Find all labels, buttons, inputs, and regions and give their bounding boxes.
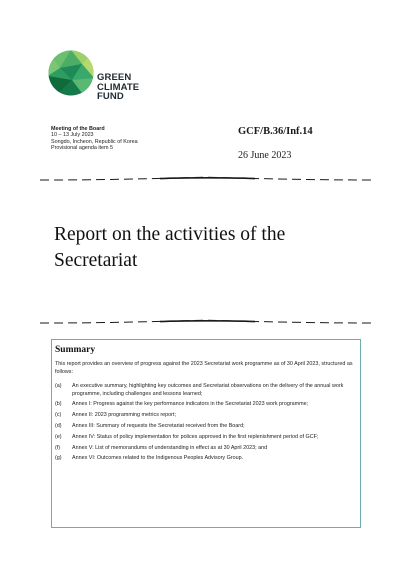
logo-wordmark — [97, 73, 139, 102]
summary-list — [55, 383, 357, 466]
summary-item-marker: (a) — [55, 383, 62, 389]
green-climate-fund-globe-icon — [48, 50, 94, 96]
summary-item-marker: (g) — [55, 455, 62, 462]
summary-list-item — [55, 412, 357, 420]
summary-item-text: An executive summary, highlighting key outcomes and Secretariat observations on the delivery of the annual work programme, including challenges and lessons learned; — [72, 383, 344, 397]
summary-list-item — [55, 383, 357, 398]
meeting-info — [51, 126, 138, 152]
page-title — [54, 222, 374, 274]
summary-list-item — [55, 455, 357, 463]
logo-line-green: GREEN — [97, 72, 132, 83]
divider-top — [40, 176, 373, 182]
document-date: 26 June 2023 — [238, 150, 292, 161]
summary-item-text: Annex V: List of memorandums of understanding in effect as at 30 April 2023; and — [72, 444, 268, 451]
title-line-2: Secretariat — [54, 250, 138, 271]
summary-list-item — [55, 401, 357, 409]
summary-item-text: Annex IV: Status of policy implementation for polices approved in the first replenishment period of GCF; — [72, 433, 319, 440]
summary-item-text: Annex VI: Outcomes related to the Indigenous Peoples Advisory Group. — [72, 455, 244, 462]
summary-item-marker: (f) — [55, 444, 61, 451]
summary-intro: This report provides an overview of progress against the 2023 Secretariat work programme as of 30 April 2023, structured as follows: — [55, 361, 353, 375]
divider-bottom — [40, 319, 373, 325]
summary-item-marker: (b) — [55, 401, 62, 408]
summary-item-marker: (c) — [55, 412, 62, 419]
summary-list-item — [55, 423, 357, 431]
summary-list-item — [55, 434, 357, 442]
logo-line-climate: CLIMATE — [97, 81, 140, 93]
logo-line-fund: FUND — [97, 91, 124, 102]
summary-item-marker: (d) — [55, 422, 62, 429]
meeting-location: Songdo, Incheon, Republic of Korea — [51, 138, 138, 145]
title-line-1: Report on the activities of the — [54, 224, 286, 245]
summary-item-text: Annex I: Progress against the key performance indicators in the Secretariat 2023 work programme; — [72, 401, 309, 408]
summary-item-text: Annex II: 2023 programming metrics report; — [72, 412, 176, 419]
summary-list-item — [55, 445, 357, 453]
meeting-heading: Meeting of the Board — [51, 126, 105, 132]
document-number: GCF/B.36/Inf.14 — [238, 126, 313, 137]
summary-item-marker: (e) — [55, 433, 62, 440]
meeting-agenda: Provisional agenda item 5 — [51, 145, 114, 152]
meeting-dates: 10 – 13 July 2023 — [51, 132, 94, 139]
summary-item-text: Annex III: Summary of requests the Secretariat received from the Board; — [72, 422, 245, 429]
summary-heading: Summary — [55, 345, 96, 355]
